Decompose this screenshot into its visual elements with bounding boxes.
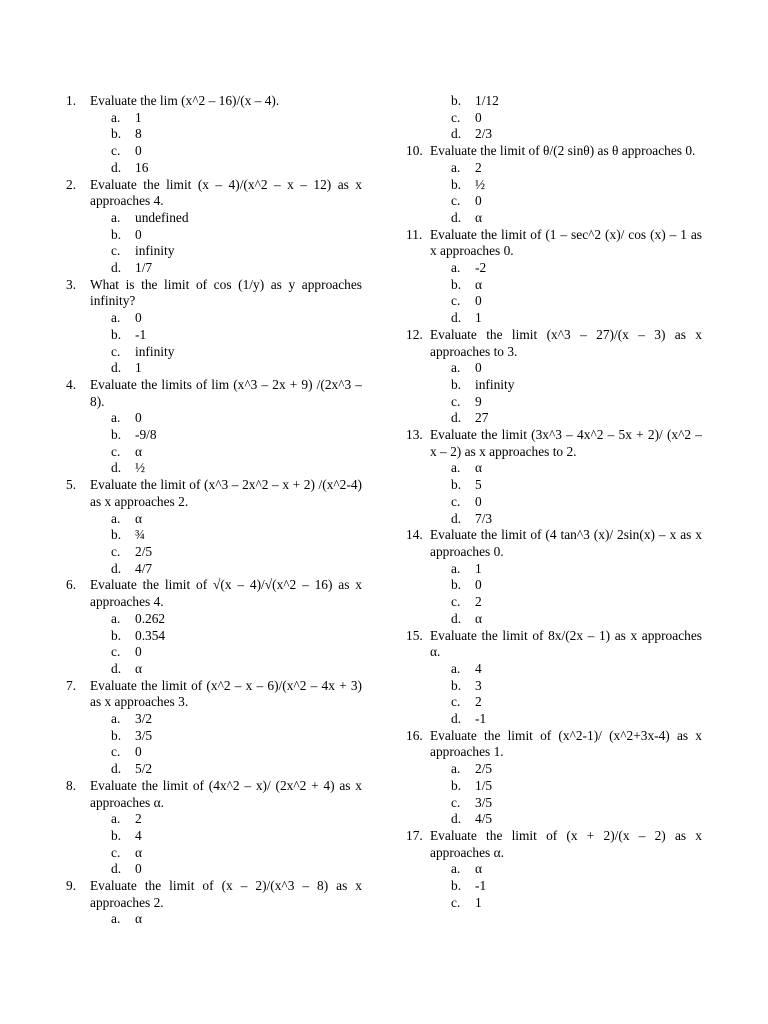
question-row (406, 143, 702, 160)
question-text: Evaluate the limit of (x^2-1)/ (x^2+3x-4) as x approaches 1. (430, 727, 702, 760)
answer-option (406, 160, 702, 177)
option-letter: b. (111, 727, 122, 743)
question-text: Evaluate the limit of θ/(2 sinθ) as θ approaches 0. (430, 143, 696, 159)
option-letter: a. (451, 660, 461, 676)
answer-option (406, 93, 702, 110)
option-text: α (475, 460, 483, 476)
question-text: What is the limit of cos (1/y) as y approaches infinity? (90, 276, 362, 309)
question-row (66, 377, 362, 410)
option-letter: b. (111, 326, 122, 342)
option-letter: a. (111, 310, 121, 326)
question-number: 11. (406, 226, 423, 242)
question-item (66, 93, 362, 177)
answer-option (66, 460, 362, 477)
question-item (66, 177, 362, 277)
option-text: infinity (475, 376, 515, 392)
answer-option (66, 126, 362, 143)
question-number: 15. (406, 627, 423, 643)
answer-option (406, 611, 702, 628)
option-letter: c. (111, 443, 121, 459)
options-list (406, 260, 702, 327)
option-letter: a. (111, 410, 121, 426)
answer-option (406, 210, 702, 227)
option-text: 27 (475, 410, 489, 426)
answer-option (406, 661, 702, 678)
question-row (406, 728, 702, 761)
option-letter: a. (451, 260, 461, 276)
option-letter: c. (111, 844, 121, 860)
question-row (66, 778, 362, 811)
option-text: 2 (475, 694, 482, 710)
answer-option (66, 861, 362, 878)
question-number: 14. (406, 527, 423, 543)
option-text: 1/7 (135, 260, 153, 276)
option-letter: a. (111, 109, 121, 125)
question-number: 16. (406, 727, 423, 743)
option-text: -1 (475, 878, 487, 894)
option-text: 0 (135, 744, 142, 760)
question-number: 7. (66, 677, 77, 693)
question-number: 5. (66, 477, 77, 493)
option-letter: b. (451, 878, 462, 894)
answer-option (406, 895, 702, 912)
question-item (66, 477, 362, 577)
options-list (66, 911, 362, 928)
continued-options-list (406, 93, 702, 143)
answer-option (406, 511, 702, 528)
answer-option (406, 360, 702, 377)
answer-option (406, 861, 702, 878)
question-text: Evaluate the limit of 8x/(2x – 1) as x approaches α. (430, 627, 702, 660)
option-letter: c. (451, 694, 461, 710)
option-text: 2/5 (135, 543, 153, 559)
option-text: undefined (135, 209, 189, 225)
option-text: 8 (135, 126, 142, 142)
option-letter: a. (111, 510, 121, 526)
option-text: 3/2 (135, 711, 153, 727)
answer-option (66, 561, 362, 578)
answer-option (406, 377, 702, 394)
option-letter: b. (451, 677, 462, 693)
option-letter: c. (451, 393, 461, 409)
option-text: α (475, 861, 483, 877)
question-item (66, 577, 362, 677)
answer-option (66, 444, 362, 461)
option-text: 9 (475, 393, 482, 409)
question-item (406, 828, 702, 912)
answer-option (66, 611, 362, 628)
answer-option (66, 661, 362, 678)
option-text: -1 (475, 711, 487, 727)
option-text: 0 (475, 360, 482, 376)
answer-option (66, 761, 362, 778)
option-text: 5/2 (135, 761, 153, 777)
question-item (406, 427, 702, 527)
options-list (406, 761, 702, 828)
answer-option (66, 243, 362, 260)
option-text: 1 (135, 109, 142, 125)
left-column (66, 93, 362, 928)
answer-option (406, 811, 702, 828)
answer-option (66, 344, 362, 361)
question-number: 2. (66, 176, 77, 192)
question-item (66, 678, 362, 778)
answer-option (406, 126, 702, 143)
options-list (66, 611, 362, 678)
option-letter: a. (111, 209, 121, 225)
option-text: 4/7 (135, 560, 153, 576)
question-text: Evaluate the limit (x^3 – 27)/(x – 3) as x approaches to 3. (430, 326, 702, 359)
option-letter: a. (451, 761, 461, 777)
option-letter: d. (111, 360, 122, 376)
question-text: Evaluate the limit of (x + 2)/(x – 2) as x approaches α. (430, 827, 702, 860)
question-text: Evaluate the limit (3x^3 – 4x^2 – 5x + 2)/ (x^2 – x – 2) as x approaches to 2. (430, 427, 702, 459)
question-item (406, 227, 702, 327)
option-text: 2/3 (475, 126, 493, 142)
option-letter: a. (451, 560, 461, 576)
option-letter: b. (451, 276, 462, 292)
answer-option (66, 410, 362, 427)
option-text: 16 (135, 159, 149, 175)
option-text: 0 (135, 644, 142, 660)
option-letter: b. (111, 527, 122, 543)
option-letter: b. (111, 226, 122, 242)
question-text: Evaluate the limit of (1 – sec^2 (x)/ cos (x) – 1 as x approaches 0. (430, 226, 702, 259)
option-text: α (135, 660, 143, 676)
options-list (406, 360, 702, 427)
option-text: 4 (135, 827, 142, 843)
option-letter: a. (111, 811, 121, 827)
option-letter: b. (451, 93, 462, 108)
question-number: 9. (66, 878, 77, 894)
options-list (66, 310, 362, 377)
question-text: Evaluate the limit of (4 tan^3 (x)/ 2sin(x) – x as x approaches 0. (430, 527, 702, 559)
question-number: 3. (66, 276, 77, 292)
option-text: 0 (135, 143, 142, 159)
option-text: 2 (475, 594, 482, 610)
right-column (406, 93, 702, 911)
answer-option (406, 310, 702, 327)
options-list (406, 160, 702, 227)
options-list (66, 711, 362, 778)
answer-option (66, 143, 362, 160)
question-row (66, 177, 362, 210)
option-letter: b. (451, 777, 462, 793)
option-letter: d. (451, 510, 462, 526)
answer-option (66, 644, 362, 661)
option-letter: b. (451, 176, 462, 192)
options-list (66, 511, 362, 578)
answer-option (406, 460, 702, 477)
answer-option (406, 277, 702, 294)
question-number: 1. (66, 93, 77, 108)
option-text: α (135, 911, 143, 927)
answer-option (66, 527, 362, 544)
question-number: 13. (406, 427, 423, 443)
option-letter: d. (451, 711, 462, 727)
option-text: 1 (475, 894, 482, 910)
answer-option (66, 845, 362, 862)
question-item (66, 778, 362, 878)
option-text: 0 (475, 109, 482, 125)
option-letter: a. (111, 911, 121, 927)
answer-option (66, 628, 362, 645)
option-text: 5 (475, 477, 482, 493)
option-letter: d. (111, 159, 122, 175)
option-text: α (475, 276, 483, 292)
option-letter: d. (111, 460, 122, 476)
answer-option (406, 477, 702, 494)
options-list (66, 811, 362, 878)
option-letter: a. (111, 711, 121, 727)
option-text: α (475, 209, 483, 225)
option-text: 2 (135, 811, 142, 827)
options-list (66, 110, 362, 177)
answer-option (66, 327, 362, 344)
option-text: 0 (135, 410, 142, 426)
answer-option (406, 694, 702, 711)
option-letter: d. (451, 410, 462, 426)
question-text: Evaluate the limit of (x – 2)/(x^3 – 8) as x approaches 2. (90, 878, 362, 910)
option-text: 4/5 (475, 811, 493, 827)
option-text: 4 (475, 660, 482, 676)
option-text: ½ (475, 176, 486, 192)
question-number: 17. (406, 827, 423, 843)
option-letter: a. (451, 460, 461, 476)
answer-option (66, 711, 362, 728)
question-row (406, 828, 702, 861)
answer-option (66, 110, 362, 127)
option-text: 0 (135, 310, 142, 326)
options-list (406, 460, 702, 527)
question-item (406, 143, 702, 227)
option-letter: a. (451, 360, 461, 376)
question-item (66, 878, 362, 928)
question-number: 8. (66, 777, 77, 793)
answer-option (66, 911, 362, 928)
answer-option (66, 210, 362, 227)
question-row (66, 878, 362, 911)
options-list (66, 410, 362, 477)
option-text: 1/12 (475, 93, 499, 108)
answer-option (406, 410, 702, 427)
option-letter: b. (451, 577, 462, 593)
option-letter: a. (451, 159, 461, 175)
question-row (406, 527, 702, 560)
question-text: Evaluate the limit (x – 4)/(x^2 – x – 12) as x approaches 4. (90, 176, 362, 209)
option-text: -1 (135, 326, 147, 342)
option-text: 3 (475, 677, 482, 693)
option-text: 1 (135, 360, 142, 376)
option-text: -2 (475, 260, 487, 276)
option-text: α (135, 844, 143, 860)
option-letter: b. (451, 477, 462, 493)
answer-option (406, 778, 702, 795)
answer-option (406, 193, 702, 210)
option-text: 2 (475, 159, 482, 175)
options-list (406, 861, 702, 911)
option-letter: d. (111, 560, 122, 576)
answer-option (406, 394, 702, 411)
question-number: 6. (66, 577, 77, 593)
answer-option (66, 828, 362, 845)
answer-option (406, 561, 702, 578)
answer-option (66, 544, 362, 561)
option-text: 0 (135, 226, 142, 242)
question-item (66, 377, 362, 477)
answer-option (66, 728, 362, 745)
answer-option (66, 511, 362, 528)
option-letter: c. (111, 644, 121, 660)
option-letter: d. (451, 209, 462, 225)
option-letter: d. (451, 610, 462, 626)
option-text: 0 (135, 861, 142, 877)
option-text: 3/5 (135, 727, 153, 743)
answer-option (66, 160, 362, 177)
question-row (66, 277, 362, 310)
option-letter: d. (451, 126, 462, 142)
option-letter: c. (451, 293, 461, 309)
question-text: Evaluate the limits of lim (x^3 – 2x + 9) /(2x^3 – 8). (90, 376, 362, 409)
question-text: Evaluate the limit of (x^3 – 2x^2 – x + 2) /(x^2-4) as x approaches 2. (90, 477, 362, 509)
option-letter: d. (451, 811, 462, 827)
option-letter: c. (111, 343, 121, 359)
question-row (66, 477, 362, 510)
answer-option (406, 878, 702, 895)
question-item (406, 327, 702, 427)
option-letter: b. (111, 126, 122, 142)
option-letter: b. (111, 427, 122, 443)
option-letter: d. (111, 761, 122, 777)
option-letter: c. (111, 243, 121, 259)
answer-option (406, 110, 702, 127)
question-row (406, 628, 702, 661)
answer-option (406, 494, 702, 511)
answer-option (406, 260, 702, 277)
answer-option (66, 260, 362, 277)
question-row (406, 227, 702, 260)
answer-option (66, 427, 362, 444)
question-number: 4. (66, 376, 77, 392)
option-text: α (135, 510, 143, 526)
option-letter: d. (111, 660, 122, 676)
question-text: Evaluate the lim (x^2 – 16)/(x – 4). (90, 93, 280, 108)
answer-option (406, 795, 702, 812)
question-text: Evaluate the limit of √(x – 4)/√(x^2 – 16) as x approaches 4. (90, 577, 362, 610)
answer-option (406, 293, 702, 310)
question-item (406, 728, 702, 828)
option-letter: c. (451, 894, 461, 910)
options-list (406, 661, 702, 728)
option-letter: a. (111, 610, 121, 626)
option-text: 1/5 (475, 777, 493, 793)
option-letter: d. (111, 260, 122, 276)
option-text: infinity (135, 243, 175, 259)
options-list (66, 210, 362, 277)
option-letter: c. (111, 744, 121, 760)
question-row (406, 427, 702, 460)
question-row (66, 577, 362, 610)
answer-option (406, 177, 702, 194)
answer-option (406, 678, 702, 695)
options-list (406, 561, 702, 628)
option-letter: c. (451, 193, 461, 209)
question-row (66, 678, 362, 711)
option-letter: c. (451, 794, 461, 810)
option-text: 3/5 (475, 794, 493, 810)
option-letter: a. (451, 861, 461, 877)
option-text: 1 (475, 310, 482, 326)
question-text: Evaluate the limit of (x^2 – x – 6)/(x^2 – 4x + 3) as x approaches 3. (90, 677, 362, 710)
option-text: ¾ (135, 527, 146, 543)
option-text: 7/3 (475, 510, 493, 526)
option-letter: d. (111, 861, 122, 877)
answer-option (406, 711, 702, 728)
answer-option (406, 594, 702, 611)
option-letter: d. (451, 310, 462, 326)
option-letter: c. (451, 594, 461, 610)
question-item (406, 628, 702, 728)
option-letter: b. (451, 376, 462, 392)
option-letter: c. (451, 109, 461, 125)
option-text: 0.354 (135, 627, 166, 643)
option-text: 2/5 (475, 761, 493, 777)
option-text: 0 (475, 493, 482, 509)
question-item (406, 527, 702, 627)
answer-option (66, 811, 362, 828)
option-text: 1 (475, 560, 482, 576)
option-text: -9/8 (135, 427, 157, 443)
option-letter: c. (451, 493, 461, 509)
option-text: 0 (475, 193, 482, 209)
option-letter: c. (111, 143, 121, 159)
option-text: ½ (135, 460, 146, 476)
option-text: α (135, 443, 143, 459)
question-item (66, 277, 362, 377)
answer-option (66, 310, 362, 327)
answer-option (406, 577, 702, 594)
option-text: 0 (475, 577, 482, 593)
option-text: α (475, 610, 483, 626)
option-text: 0.262 (135, 610, 166, 626)
answer-option (66, 360, 362, 377)
answer-option (66, 227, 362, 244)
question-row (406, 327, 702, 360)
option-letter: c. (111, 543, 121, 559)
question-number: 10. (406, 143, 423, 159)
question-number: 12. (406, 326, 423, 342)
option-letter: b. (111, 627, 122, 643)
option-text: infinity (135, 343, 175, 359)
answer-option (406, 761, 702, 778)
option-text: 0 (475, 293, 482, 309)
option-letter: b. (111, 827, 122, 843)
question-row (66, 93, 362, 110)
answer-option (66, 744, 362, 761)
question-text: Evaluate the limit of (4x^2 – x)/ (2x^2 + 4) as x approaches α. (90, 777, 362, 810)
